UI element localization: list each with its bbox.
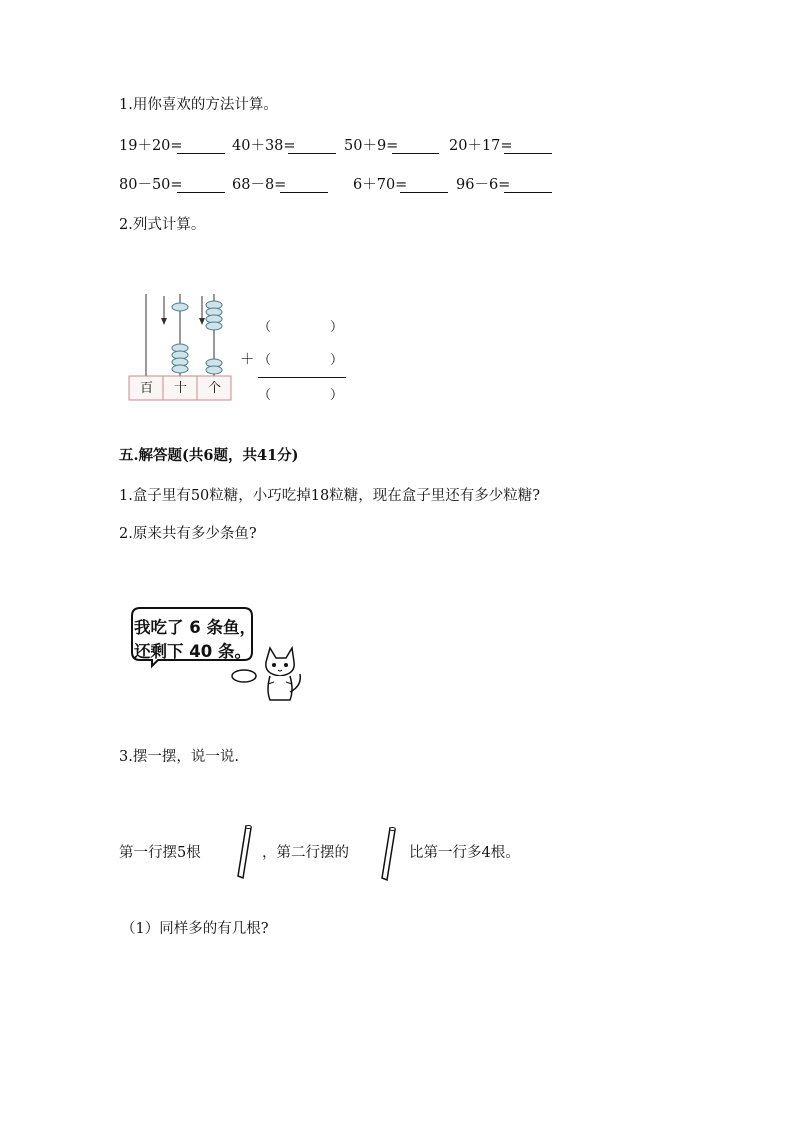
question-2: 2.原来共有多少条鱼? — [119, 526, 257, 542]
answer-blank[interactable] — [400, 191, 448, 193]
q1-expr: 96－6= — [456, 177, 511, 193]
answer-blank[interactable] — [392, 152, 439, 154]
paren-close: ） — [330, 320, 344, 335]
abacus-label-hundreds: 百 — [140, 381, 154, 396]
answer-blank[interactable] — [280, 191, 328, 193]
stick-icon — [236, 824, 254, 880]
paren-open: （ — [258, 320, 272, 335]
q1-expr: 20＋17= — [449, 138, 513, 154]
abacus-label-ones: 个 — [208, 381, 222, 396]
answer-blank[interactable] — [288, 152, 336, 154]
speech-bubble-text: 我吃了 6 条鱼， 还剩下 40 条。 — [134, 618, 256, 661]
q1-expr: 68－8= — [232, 177, 287, 193]
sum-line — [258, 376, 346, 378]
answer-blank[interactable] — [504, 152, 552, 154]
q2-title: 2.列式计算。 — [119, 217, 206, 233]
stick-icon — [380, 826, 398, 882]
q1-expr: 6＋70= — [353, 177, 408, 193]
plus-sign: ＋ — [240, 352, 255, 368]
q3-text-b: ，第二行摆的 — [262, 845, 349, 861]
section-title: 五.解答题(共6题，共41分) — [119, 447, 299, 464]
question-1: 1.盒子里有50粒糖，小巧吃掉18粒糖，现在盒子里还有多少粒糖? — [119, 488, 541, 504]
paren-open: （ — [258, 353, 272, 368]
q1-expr: 50＋9= — [344, 138, 399, 154]
q1-expr: 19＋20= — [119, 138, 183, 154]
q3-text-a: 第一行摆5根 — [119, 845, 201, 861]
q1-title: 1.用你喜欢的方法计算。 — [119, 97, 278, 113]
abacus-label-tens: 十 — [174, 381, 188, 396]
paren-close: ） — [330, 388, 344, 403]
answer-blank[interactable] — [177, 152, 225, 154]
answer-blank[interactable] — [504, 191, 552, 193]
q1-expr: 80－50= — [119, 177, 183, 193]
q1-expr: 40＋38= — [232, 138, 296, 154]
paren-open: （ — [258, 388, 272, 403]
answer-blank[interactable] — [177, 191, 225, 193]
q3-text-c: 比第一行多4根。 — [409, 845, 520, 861]
question-3: 3.摆一摆，说一说. — [119, 749, 239, 765]
paren-close: ） — [330, 353, 344, 368]
q3-subquestion-1: （1）同样多的有几根? — [121, 921, 269, 937]
